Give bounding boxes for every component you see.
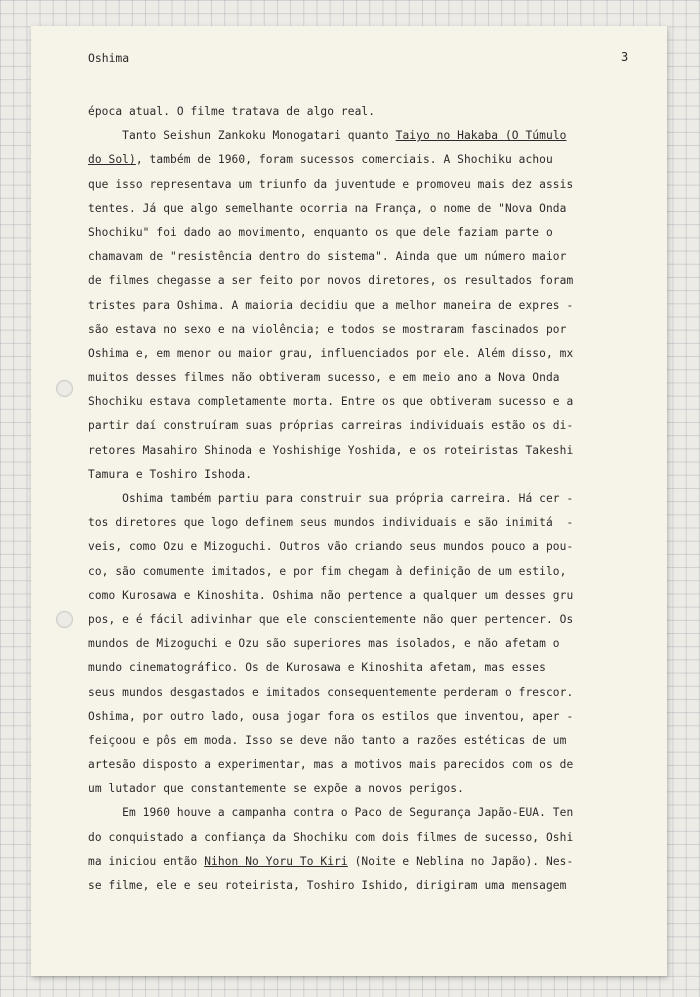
text-segment: época atual. O filme tratava de algo real. xyxy=(88,105,376,118)
text-line xyxy=(88,342,628,366)
text-line xyxy=(88,294,628,318)
body-text xyxy=(88,100,628,898)
text-segment: partir daí construíram suas próprias carreiras individuais estão os di- xyxy=(88,419,574,433)
text-line xyxy=(88,487,628,511)
text-segment: , também de 1960, foram sucessos comerciais. A Shochiku achou xyxy=(135,153,553,167)
text-line xyxy=(88,850,628,874)
text-line xyxy=(88,124,628,148)
text-line xyxy=(88,777,628,801)
text-line xyxy=(88,584,628,608)
text-segment: tentes. Já que algo semelhante ocorria na França, o nome de "Nova Onda xyxy=(88,201,567,215)
text-line xyxy=(88,705,628,729)
text-line xyxy=(88,535,628,559)
text-segment: ma iniciou então xyxy=(88,854,205,868)
text-segment: Shochiku" foi dado ao movimento, enquanto os que dele faziam parte o xyxy=(88,225,553,239)
text-segment: como Kurosawa e Kinoshita. Oshima não pertence a qualquer um desses gru xyxy=(88,588,574,602)
text-segment: retores Masahiro Shinoda e Yoshishige Yoshida, e os roteiristas Takeshi xyxy=(88,443,574,457)
text-segment: do conquistado a confiança da Shochiku com dois filmes de sucesso, Oshi xyxy=(88,830,574,844)
punch-hole xyxy=(56,611,73,628)
text-line xyxy=(88,100,628,124)
underlined-title: Nihon No Yoru To Kiri xyxy=(204,854,348,868)
running-head: Oshima xyxy=(88,51,130,65)
text-line xyxy=(88,318,628,342)
text-line xyxy=(88,729,628,753)
page-number: 3 xyxy=(621,50,629,64)
text-segment: Em 1960 houve a campanha contra o Paco de Segurança Japão-EUA. Ten xyxy=(88,806,574,820)
text-line xyxy=(88,463,628,487)
text-segment: tos diretores que logo definem seus mundos individuais e são inimitá - xyxy=(88,516,574,530)
text-segment: se filme, ele e seu roteirista, Toshiro Ishido, dirigiram uma mensagem xyxy=(88,879,567,892)
text-segment: Tanto Seishun Zankoku Monogatari quanto xyxy=(88,129,396,143)
text-segment: Oshima, por outro lado, ousa jogar fora os estilos que inventou, aper - xyxy=(88,709,574,723)
text-line xyxy=(88,221,628,245)
text-line xyxy=(88,269,628,293)
text-line xyxy=(88,390,628,414)
text-segment: que isso representava um triunfo da juventude e promoveu mais dez assis xyxy=(88,177,574,191)
text-line xyxy=(88,826,628,850)
text-segment: seus mundos desgastados e imitados consequentemente perderam o frescor. xyxy=(88,685,574,699)
text-line xyxy=(88,511,628,535)
text-line xyxy=(88,173,628,197)
text-segment: mundos de Mizoguchi e Ozu são superiores mas isolados, e não afetam o xyxy=(88,637,560,651)
text-segment: tristes para Oshima. A maioria decidiu que a melhor maneira de expres - xyxy=(88,298,574,312)
text-line xyxy=(88,439,628,463)
text-segment: são estava no sexo e na violência; e todos se mostraram fascinados por xyxy=(88,322,567,336)
text-line xyxy=(88,366,628,390)
text-line xyxy=(88,632,628,656)
text-line xyxy=(88,414,628,438)
text-segment: feiçoou e pôs em moda. Isso se deve não tanto a razões estéticas de um xyxy=(88,733,567,747)
typewritten-page xyxy=(31,26,667,976)
text-segment: Shochiku estava completamente morta. Entre os que obtiveram sucesso e a xyxy=(88,395,574,409)
underlined-title: do Sol) xyxy=(88,153,136,167)
text-segment: mundo cinematográfico. Os de Kurosawa e Kinoshita afetam, mas esses xyxy=(88,661,546,675)
text-segment: co, são comumente imitados, e por fim chegam à definição de um estilo, xyxy=(88,564,567,578)
text-segment: pos, e é fácil adivinhar que ele conscientemente não quer pertencer. Os xyxy=(88,612,574,626)
text-line xyxy=(88,245,628,269)
text-line xyxy=(88,148,628,172)
text-segment: de filmes chegasse a ser feito por novos diretores, os resultados foram xyxy=(88,274,574,288)
underlined-title: Taiyo no Hakaba (O Túmulo xyxy=(395,129,567,143)
text-line xyxy=(88,753,628,777)
text-line xyxy=(88,801,628,825)
text-segment: chamavam de "resistência dentro do sistema". Ainda que um número maior xyxy=(88,250,567,264)
text-segment: Oshima também partiu para construir sua própria carreira. Há cer - xyxy=(88,492,574,505)
text-line xyxy=(88,874,628,898)
text-segment: um lutador que constantemente se expõe a novos perigos. xyxy=(88,782,464,796)
text-line xyxy=(88,560,628,584)
text-segment: Oshima e, em menor ou maior grau, influenciados por ele. Além disso, mx xyxy=(88,346,574,360)
punch-hole xyxy=(56,380,73,397)
text-line xyxy=(88,681,628,705)
text-line xyxy=(88,656,628,680)
text-segment: veis, como Ozu e Mizoguchi. Outros vão criando seus mundos pouco a pou- xyxy=(88,540,574,554)
text-line xyxy=(88,608,628,632)
text-segment: muitos desses filmes não obtiveram sucesso, e em meio ano a Nova Onda xyxy=(88,371,560,385)
text-segment: Tamura e Toshiro Ishoda. xyxy=(88,467,253,481)
text-line xyxy=(88,197,628,221)
text-segment: artesão disposto a experimentar, mas a motivos mais parecidos com os de xyxy=(88,758,574,772)
text-segment: (Noite e Neblina no Japão). Nes- xyxy=(347,854,574,868)
